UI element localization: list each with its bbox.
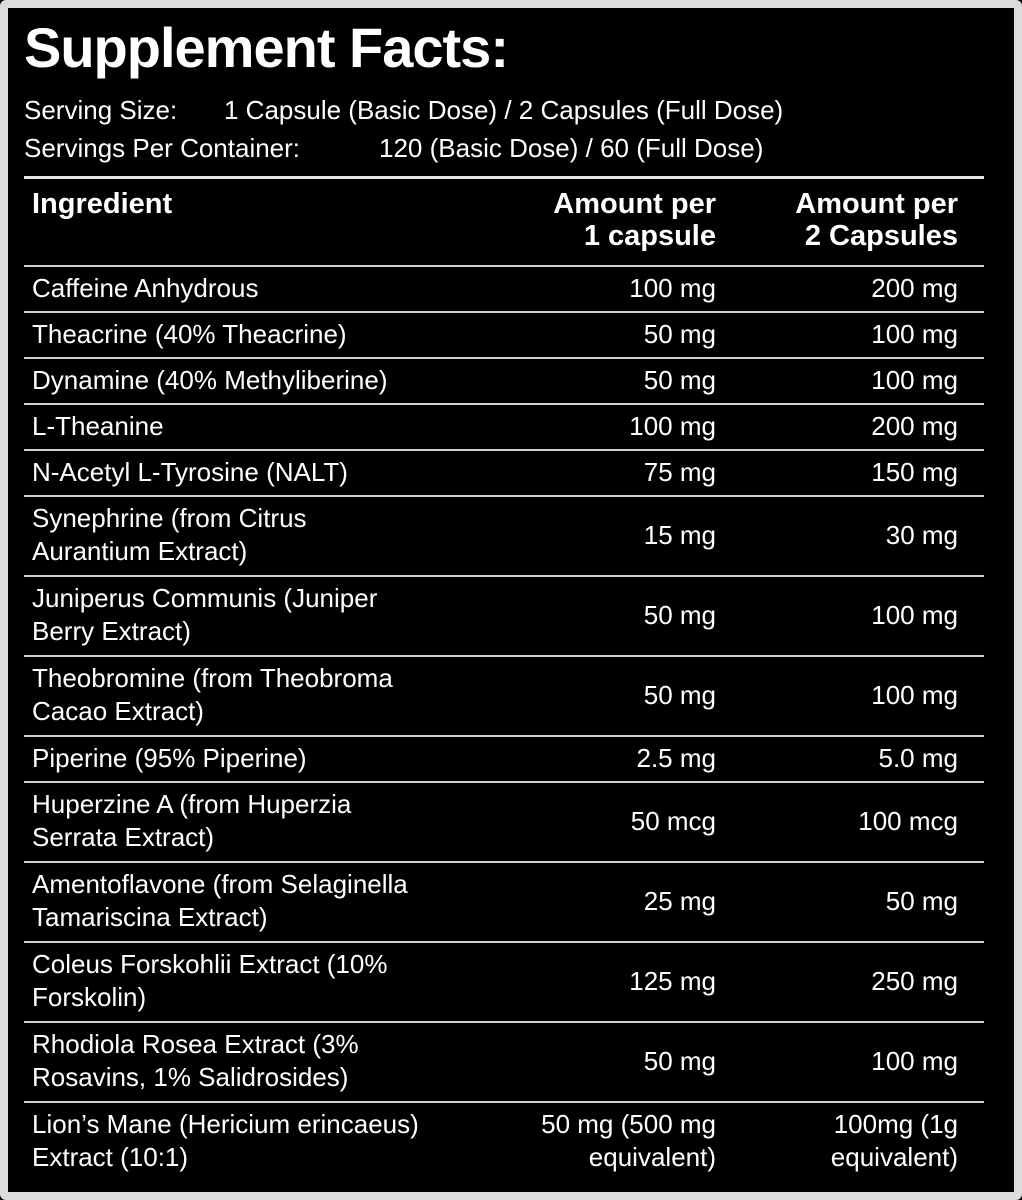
- amount-two-capsules-line: 250 mg: [871, 965, 958, 996]
- amount-two-capsules-line: equivalent): [830, 1142, 958, 1172]
- amount-two-capsules-line: 200 mg: [871, 410, 958, 441]
- ingredient-name-line: Rhodiola Rosea Extract (3%: [32, 1029, 359, 1059]
- ingredient-name-line: Extract (10:1): [32, 1142, 189, 1172]
- table-row: [24, 495, 984, 575]
- ingredient-name: [24, 788, 484, 854]
- ingredient-name-line: Amentoflavone (from Selaginella: [32, 869, 408, 899]
- ingredient-name-line: Cacao Extract): [32, 696, 204, 726]
- amount-two-capsules-line: 100 mg: [871, 364, 958, 395]
- amount-two-capsules-line: 5.0 mg: [878, 742, 958, 773]
- amount-two-capsules: [764, 805, 958, 838]
- amount-two-capsules-line: 100 mg: [871, 318, 958, 349]
- amount-one-capsule-header-line1: Amount per: [553, 188, 716, 220]
- amount-two-capsules-line: 100 mcg: [858, 805, 958, 836]
- amount-two-capsules-line: 100 mg: [871, 679, 958, 710]
- ingredient-name-line: Serrata Extract): [32, 822, 215, 852]
- ingredient-name: [24, 502, 484, 568]
- ingredient-name: [24, 456, 484, 489]
- amount-one-capsule: [510, 456, 716, 489]
- ingredient-name-line: Lion’s Mane (Hericium erincaeus): [32, 1109, 419, 1139]
- amount-two-capsules: [764, 318, 958, 351]
- servings-per-container-label: Servings Per Container:: [24, 133, 301, 163]
- amount-one-capsule: [510, 1108, 716, 1174]
- ingredient-name: [24, 1028, 484, 1094]
- ingredient-name: [24, 272, 484, 305]
- amount-two-capsules: [764, 599, 958, 632]
- ingredient-name-line: Coleus Forskohlii Extract (10%: [32, 949, 388, 979]
- amount-two-capsules-line: 50 mg: [885, 885, 958, 916]
- amount-two-capsules: [764, 364, 958, 397]
- table-row: [24, 403, 984, 449]
- table-row: [24, 449, 984, 495]
- ingredient-name-line: Forskolin): [32, 982, 147, 1012]
- table-row: [24, 735, 984, 781]
- table-row: [24, 357, 984, 403]
- amount-two-capsules: [764, 1045, 958, 1078]
- ingredient-name-line: Rosavins, 1% Salidrosides): [32, 1062, 349, 1092]
- table-row: [24, 1101, 984, 1181]
- amount-two-capsules: [764, 456, 958, 489]
- table-row: [24, 575, 984, 655]
- amount-one-capsule: [510, 1045, 716, 1078]
- amount-one-capsule-header: [490, 188, 716, 252]
- amount-one-capsule: [510, 599, 716, 632]
- amount-two-capsules-line: 100mg (1g: [833, 1109, 958, 1139]
- ingredient-name: [24, 662, 484, 728]
- ingredient-name: [24, 1108, 484, 1174]
- ingredient-name: [24, 948, 484, 1014]
- ingredient-name-line: Aurantium Extract): [32, 536, 248, 566]
- amount-two-capsules-header-line1: Amount per: [795, 188, 958, 220]
- amount-one-capsule-line: 15 mg: [643, 519, 716, 550]
- table-row: [24, 265, 984, 311]
- amount-two-capsules: [764, 965, 958, 998]
- table-row: [24, 861, 984, 941]
- ingredient-name-line: Caffeine Anhydrous: [32, 272, 259, 303]
- ingredient-name: [24, 742, 484, 775]
- table-row: [24, 781, 984, 861]
- serving-size-value: 1 Capsule (Basic Dose) / 2 Capsules (Full Dose): [224, 95, 784, 125]
- table-row: [24, 311, 984, 357]
- amount-one-capsule: [510, 364, 716, 397]
- header-top-divider: [24, 176, 984, 179]
- amount-two-capsules-line: 100 mg: [871, 1045, 958, 1076]
- amount-one-capsule: [510, 742, 716, 775]
- servings-per-container-line: [24, 132, 763, 164]
- amount-one-capsule: [510, 410, 716, 443]
- serving-size-label: Serving Size:: [24, 95, 178, 125]
- amount-one-capsule: [510, 965, 716, 998]
- amount-one-capsule-line: 100 mg: [629, 272, 716, 303]
- amount-one-capsule-line: 50 mg: [643, 364, 716, 395]
- amount-one-capsule-line: 2.5 mg: [636, 742, 716, 773]
- amount-two-capsules: [764, 410, 958, 443]
- amount-one-capsule-header-line2: 1 capsule: [583, 220, 716, 252]
- ingredient-name: [24, 364, 484, 397]
- amount-one-capsule-line: 125 mg: [629, 965, 716, 996]
- ingredient-name: [24, 582, 484, 648]
- amount-two-capsules: [764, 272, 958, 305]
- ingredient-header: Ingredient: [32, 188, 173, 220]
- amount-one-capsule: [510, 519, 716, 552]
- amount-one-capsule-line: 50 mg: [643, 1045, 716, 1076]
- amount-two-capsules-line: 150 mg: [871, 456, 958, 487]
- amount-one-capsule-line: equivalent): [588, 1142, 716, 1172]
- ingredient-name: [24, 868, 484, 934]
- amount-one-capsule: [510, 318, 716, 351]
- ingredient-name-line: Huperzine A (from Huperzia: [32, 789, 352, 819]
- amount-one-capsule-line: 100 mg: [629, 410, 716, 441]
- ingredient-name-line: Synephrine (from Citrus: [32, 503, 307, 533]
- amount-one-capsule-line: 25 mg: [643, 885, 716, 916]
- amount-two-capsules-header-line2: 2 Capsules: [804, 220, 958, 252]
- ingredient-name-line: Tamariscina Extract): [32, 902, 268, 932]
- amount-one-capsule: [510, 679, 716, 712]
- amount-two-capsules: [764, 679, 958, 712]
- ingredient-name-line: Juniperus Communis (Juniper: [32, 583, 378, 613]
- ingredient-name: [24, 410, 484, 443]
- ingredient-name-line: Theacrine (40% Theacrine): [32, 318, 347, 349]
- panel-title: Supplement Facts:: [24, 16, 508, 79]
- table-row: [24, 1021, 984, 1101]
- amount-two-capsules-line: 30 mg: [885, 519, 958, 550]
- amount-one-capsule-line: 50 mg: [643, 599, 716, 630]
- amount-one-capsule: [510, 885, 716, 918]
- ingredient-name: [24, 318, 484, 351]
- amount-one-capsule-line: 50 mg (500 mg: [541, 1109, 716, 1139]
- ingredient-name-line: Dynamine (40% Methyliberine): [32, 364, 388, 395]
- ingredient-name-line: L-Theanine: [32, 410, 164, 441]
- ingredient-name-line: Berry Extract): [32, 616, 191, 646]
- serving-size-line: [24, 94, 783, 126]
- amount-one-capsule-line: 75 mg: [643, 456, 716, 487]
- amount-one-capsule-line: 50 mcg: [630, 805, 716, 836]
- ingredient-name-line: Theobromine (from Theobroma: [32, 663, 393, 693]
- ingredient-name-line: Piperine (95% Piperine): [32, 742, 307, 773]
- amount-two-capsules-header: [740, 188, 958, 252]
- amount-one-capsule-line: 50 mg: [643, 679, 716, 710]
- table-row: [24, 655, 984, 735]
- amount-two-capsules-line: 100 mg: [871, 599, 958, 630]
- amount-one-capsule-line: 50 mg: [643, 318, 716, 349]
- table-row: [24, 941, 984, 1021]
- amount-two-capsules: [764, 519, 958, 552]
- amount-one-capsule: [510, 805, 716, 838]
- amount-one-capsule: [510, 272, 716, 305]
- amount-two-capsules: [764, 1108, 958, 1174]
- amount-two-capsules: [764, 885, 958, 918]
- ingredient-name-line: N-Acetyl L-Tyrosine (NALT): [32, 456, 348, 487]
- servings-per-container-value: 120 (Basic Dose) / 60 (Full Dose): [379, 133, 764, 163]
- amount-two-capsules: [764, 742, 958, 775]
- amount-two-capsules-line: 200 mg: [871, 272, 958, 303]
